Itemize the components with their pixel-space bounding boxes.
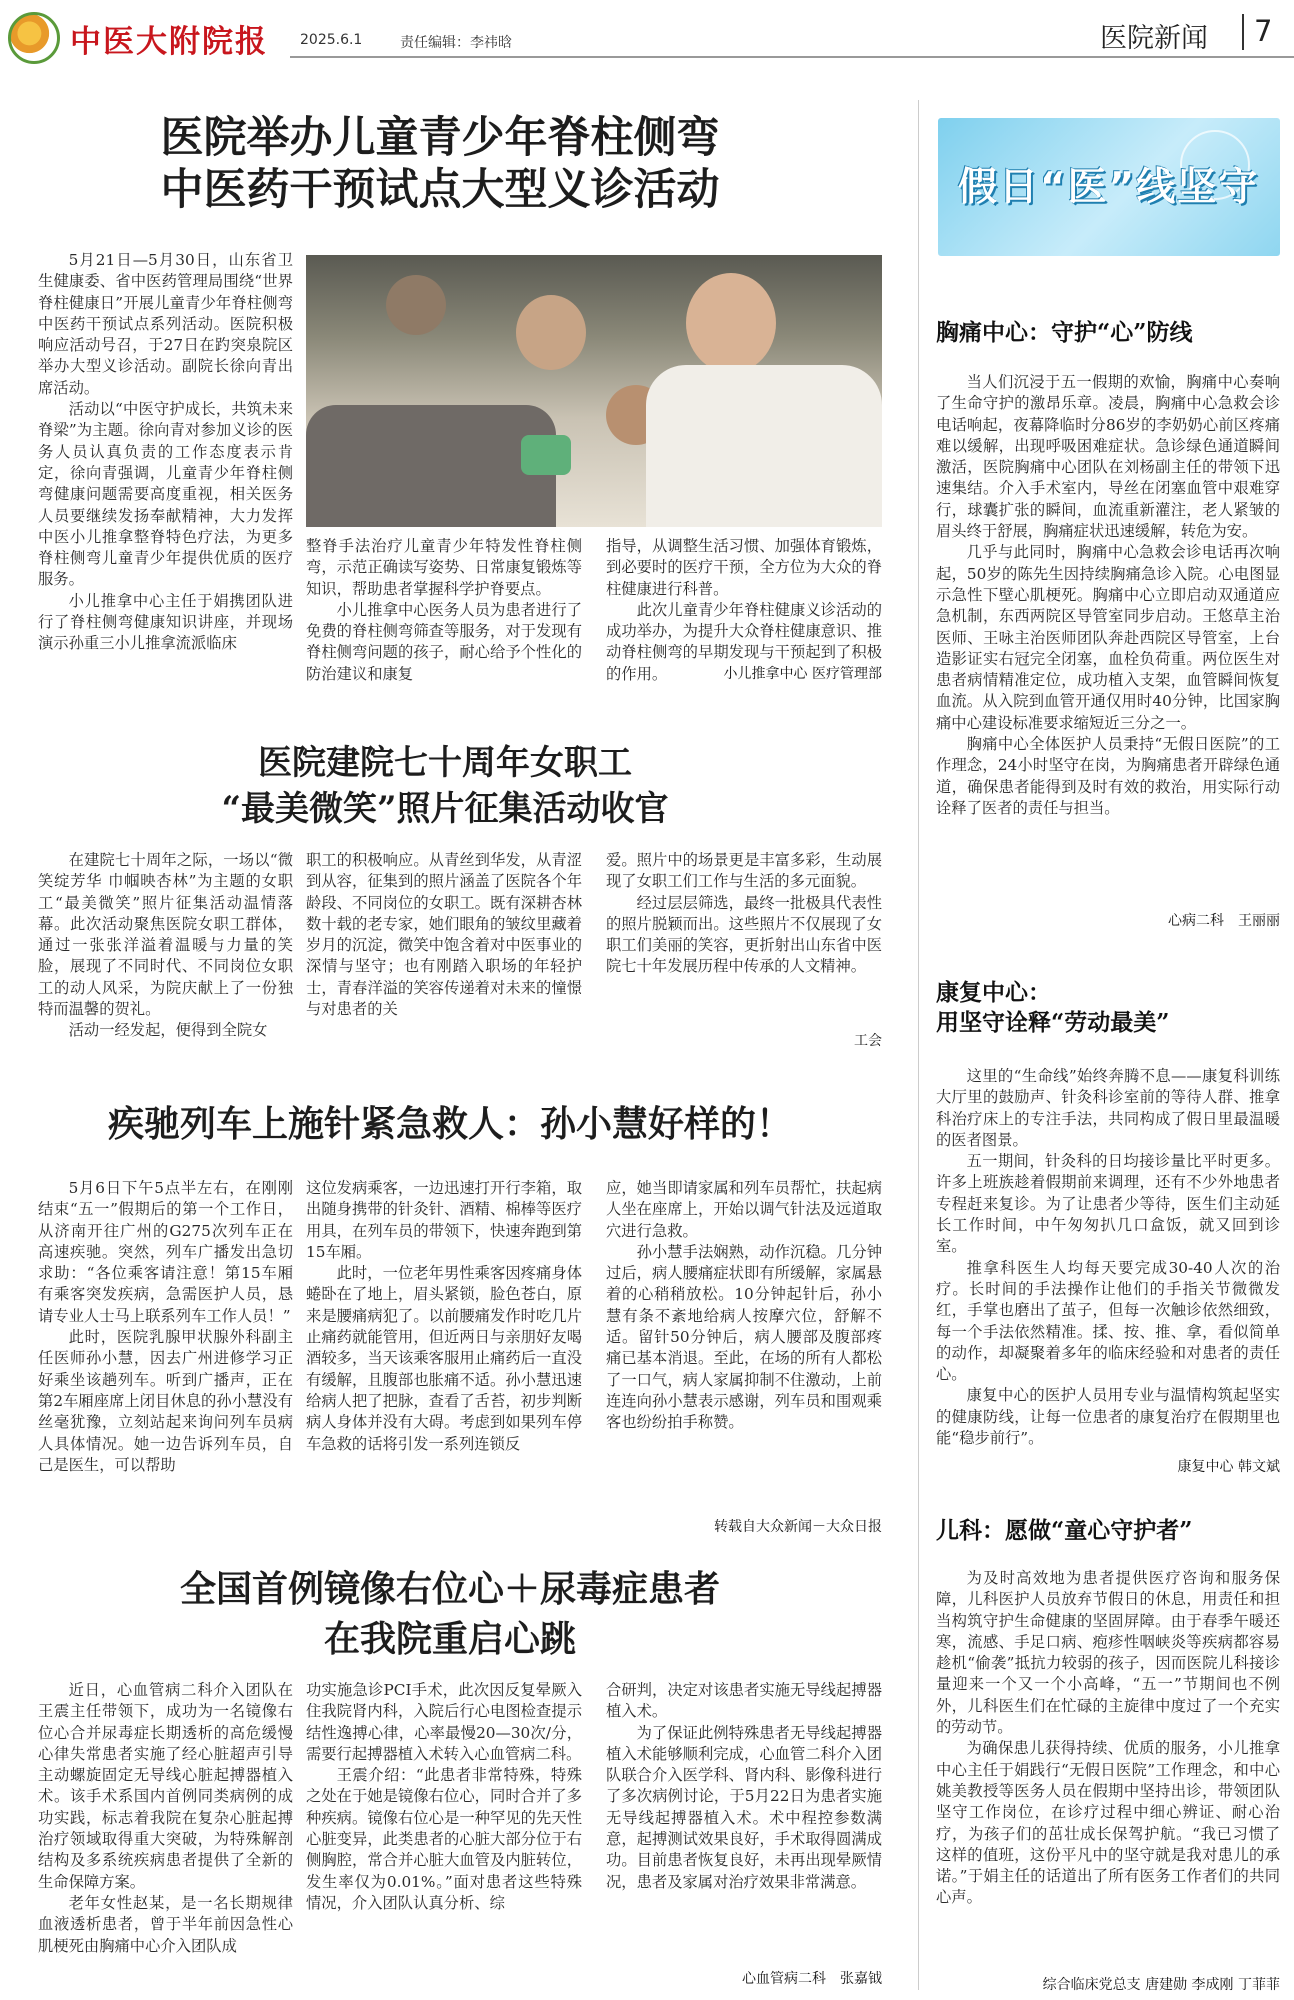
article-1-column-1 <box>38 250 293 682</box>
article-3-column-3 <box>606 1178 882 1512</box>
paragraph: 5月6日下午5点半左右，在刚刚结束“五一”假期后的第一个工作日，从济南开往广州的G275次列车正在高速疾驰。突然，列车广播发出急切求助：“各位乘客请注意！第15车厢有乘客突发疾病，急需医护人员，恳请专业人士马上联系列车工作人员！” <box>38 1179 293 1325</box>
article-4-title-line-1: 全国首例镜像右位心＋尿毒症患者 <box>179 1568 720 1610</box>
article-2-title-line-2: “最美微笑”照片征集活动收官 <box>221 789 669 829</box>
paragraph: 这位发病乘客，一边迅速打开行李箱，取出随身携带的针灸针、酒精、棉棒等医疗用具，在列车员的带领下，快速奔跑到第15车厢。 <box>306 1179 582 1261</box>
article-2-column-3 <box>606 850 882 1000</box>
article-4-byline: 心血管病二科 张嘉钺 <box>742 1971 882 1987</box>
article-1-title-line-1: 医院举办儿童青少年脊柱侧弯 <box>160 113 720 163</box>
article-1-title <box>100 112 780 216</box>
sidebar-2-title-line-1: 康复中心： <box>936 979 1051 1006</box>
sidebar-2-title <box>936 978 1169 1038</box>
sidebar-2-byline: 康复中心 韩文斌 <box>1177 1459 1280 1475</box>
column-divider <box>918 100 919 1990</box>
article-1-column-2 <box>306 536 582 686</box>
paragraph: 胸痛中心全体医护人员秉持“无假日医院”的工作理念，24小时坚守在岗，为胸痛患者开辟绿色通道，确保患者能得到及时有效的救治，用实际行动诠释了医者的责任与担当。 <box>936 735 1280 817</box>
paragraph: 此时，医院乳腺甲状腺外科副主任医师孙小慧，因去广州进修学习正好乘坐该趟列车。听到广播声，正在第2车厢座席上闭目休息的孙小慧没有丝毫犹豫，立刻站起来询问列车员病人具体情况。她一边告诉列车员，自己是医生，可以帮助 <box>38 1328 293 1474</box>
paragraph: 活动一经发起，便得到全院女 <box>68 1021 268 1040</box>
newspaper-logo-icon <box>8 12 60 64</box>
newspaper-name: 中医大附院报 <box>70 24 268 60</box>
paragraph: 指导，从调整生活习惯、加强体育锻炼，到必要时的医疗干预，全方位为大众的脊柱健康进行科普。 <box>606 537 882 598</box>
article-1-title-line-2: 中医药干预试点大型义诊活动 <box>160 165 720 215</box>
section-title: 医院新闻 <box>1100 23 1208 54</box>
paragraph: 推拿科医生人均每天要完成30-40人次的治疗。长时间的手法操作让他们的手指关节微微发红，手掌也磨出了茧子，但每一次触诊依然细致，每一个手法依然精准。揉、按、推、拿，看似简单的动作，却凝聚着多年的临床经验和对患者的责任心。 <box>936 1258 1280 1384</box>
paragraph: 当人们沉浸于五一假期的欢愉，胸痛中心奏响了生命守护的激昂乐章。凌晨，胸痛中心急救会诊电话响起，夜幕降临时分86岁的李奶奶心前区疼痛难以缓解，出现呼吸困难症状。急诊绿色通道瞬间激活，医院胸痛中心团队在刘杨副主任的带领下迅速集结。介入手术室内，导丝在闭塞血管中艰难穿行，球囊扩张的瞬间，血流重新灌注，老人紧皱的眉头终于舒展，胸痛症状迅速缓解，转危为安。 <box>936 373 1280 541</box>
article-4-title-line-2: 在我院重启心跳 <box>323 1618 576 1660</box>
paragraph: 为确保患儿获得持续、优质的服务，小儿推拿中心主任于娟践行“无假日医院”工作理念，和中心姚美教授等医务人员在假期中坚持出诊，带领团队坚守工作岗位，在诊疗过程中细心辨证、耐心治疗，为孩子们的茁壮成长保驾护航。“我已习惯了这样的值班，这份平凡中的坚守就是我对患儿的承诺。”于娟主任的话道出了所有医务工作者们的共同心声。 <box>936 1739 1280 1907</box>
paragraph: 职工的积极响应。从青丝到华发，从青涩到从容，征集到的照片涵盖了医院各个年龄段、不同岗位的女职工。既有深耕杏林数十载的老专家，她们眼角的皱纹里藏着岁月的沉淀，微笑中饱含着对中医事业的深情与坚守；也有刚踏入职场的年轻护士，青春洋溢的笑容传递着对未来的憧憬与对患者的关 <box>306 851 582 1019</box>
paragraph: 孙小慧手法娴熟，动作沉稳。几分钟过后，病人腰痛症状即有所缓解，家属悬着的心稍稍放松。10分钟起针后，孙小慧有条不紊地给病人按摩穴位，舒解不适。留针50分钟后，病人腰部及腹部疼痛已基本消退。至此，在场的所有人都松了一口气，病人家属抑制不住激动，上前连连向孙小慧表示感谢，列车员和围观乘客也纷纷拍手称赞。 <box>606 1242 882 1432</box>
article-2-title-line-1: 医院建院七十周年女职工 <box>258 743 632 783</box>
sidebar-2-title-line-2: 用坚守诠释“劳动最美” <box>936 1009 1170 1036</box>
page-separator <box>1242 14 1244 50</box>
sidebar-3-title: 儿科：愿做“童心守护者” <box>936 1517 1193 1544</box>
article-3-byline: 转载自大众新闻－大众日报 <box>714 1519 882 1535</box>
paragraph: 应，她当即请家属和列车员帮忙，扶起病人坐在座席上，开始以调气针法及远道取穴进行急救。 <box>606 1179 882 1240</box>
article-4-title <box>80 1564 820 1664</box>
issue-date: 2025.6.1 <box>300 32 363 48</box>
paragraph: 为了保证此例特殊患者无导线起搏器植入术能够顺利完成，心血管二科介入团队联合介入医学科、肾内科、影像科进行了多次病例讨论，于5月22日为患者实施无导线起搏器植入术。术中程控参数满意，起搏测试效果良好，手术取得圆满成功。目前患者恢复良好，未再出现晕厥情况，患者及家属对治疗效果非常满意。 <box>606 1723 882 1891</box>
article-2-column-2 <box>306 850 582 1026</box>
paragraph: 在建院七十周年之际，一场以“微笑绽芳华 巾帼映杏林”为主题的女职工“最美微笑”照片征集活动温情落幕。此次活动聚焦医院女职工群体，通过一张张洋溢着温暖与力量的笑脸，展现了不同时代、不同岗位女职工的动人风采，为院庆献上了一份独特而温馨的贺礼。 <box>38 851 293 1019</box>
paragraph: 几乎与此同时，胸痛中心急救会诊电话再次响起，50岁的陈先生因持续胸痛急诊入院。心电图显示急性下壁心肌梗死。胸痛中心立即启动双通道应急机制，东西两院区导管室同步启动。王悠草主治医师、王咏主治医师团队奔赴西院区导管室，上台造影证实右冠完全闭塞，血栓负荷重。两位医生对患者病情精准定位，成功植入支架，血管瞬间恢复血流。从入院到血管开通仅用时40分钟，比国家胸痛中心建设标准要求缩短近三分之一。 <box>936 543 1280 732</box>
holiday-banner-title: 假日“医”线坚守 <box>958 165 1260 210</box>
paragraph: 功实施急诊PCI手术，此次因反复晕厥入住我院肾内科，入院后行心电图检查提示结性逸搏心律，心率最慢20—30次/分，需要行起搏器植入术转入心血管病二科。 <box>306 1681 582 1763</box>
paragraph: 老年女性赵某，是一名长期规律血液透析患者，曾于半年前因急性心肌梗死由胸痛中心介入团队成 <box>38 1893 293 1955</box>
article-3-column-2 <box>306 1178 582 1534</box>
paragraph: 王震介绍：“此患者非常特殊，特殊之处在于她是镜像右位心，同时合并了多种疾病。镜像右位心是一种罕见的先天性心脏变异，此类患者的心脏大部分位于右侧胸腔，常合并心脏大血管及内脏转位，发生率仅为0.01%。”面对患者这些特殊情况，介入团队认真分析、综 <box>306 1766 582 1912</box>
article-2-title <box>120 740 770 832</box>
paragraph: 此时，一位老年男性乘客因疼痛身体蜷卧在了地上，眉头紧锁，脸色苍白，原来是腰痛病犯了。以前腰痛发作时吃几片止痛药就能管用，但近两日与亲朋好友喝酒较多，当天该乘客服用止痛药后一直没有缓解，且腹部也胀痛不适。孙小慧迅速给病人把了把脉，查看了舌苔，初步判断病人身体并没有大碍。考虑到如果列车停车急救的话将引发一系列连锁反 <box>306 1264 582 1453</box>
paragraph: 爱。照片中的场景更是丰富多彩，生动展现了女职工们工作与生活的多元面貌。 <box>606 851 882 891</box>
article-2-column-1 <box>38 850 293 1040</box>
article-4-column-3 <box>606 1680 882 1964</box>
paragraph: 此次儿童青少年脊柱健康义诊活动的成功举办，为提升大众脊柱健康意识、推动脊柱侧弯的早期发现与干预起到了积极的作用。 <box>606 600 882 683</box>
article-4-column-1 <box>38 1680 293 1992</box>
paragraph: 5月21日—5月30日，山东省卫生健康委、省中医药管理局围绕“世界脊柱健康日”开展儿童青少年脊柱侧弯中医药干预试点系列活动。医院积极响应活动号召，于27日在趵突泉院区举办大型义诊活动。副院长徐向青出席活动。 <box>38 251 293 397</box>
sidebar-1-byline: 心病二科 王丽丽 <box>1168 913 1280 929</box>
article-3-column-1 <box>38 1178 293 1534</box>
paragraph: 这里的“生命线”始终奔腾不息——康复科训练大厅里的鼓励声、针灸科诊室前的等待人群、推拿科治疗床上的专注手法，共同构成了假日里最温暖的医者图景。 <box>936 1067 1280 1149</box>
paragraph: 活动以“中医守护成长，共筑未来脊梁”为主题。徐向青对参加义诊的医务人员认真负责的工作态度表示肯定，徐向青强调，儿童青少年脊柱侧弯健康问题需要高度重视，相关医务人员要继续发扬奉献精神，大力发挥中医小儿推拿整脊特色疗法，为更多脊柱侧弯儿童青少年提供优质的医疗服务。 <box>38 400 293 589</box>
article-2-byline: 工会 <box>854 1033 882 1049</box>
paragraph: 经过层层筛选，最终一批极具代表性的照片脱颖而出。这些照片不仅展现了女职工们美丽的笑容，更折射出山东省中医院七十年发展历程中传承的人文精神。 <box>606 893 882 976</box>
article-3-title: 疾驰列车上施针紧急救人：孙小慧好样的！ <box>107 1103 792 1145</box>
responsible-editor: 责任编辑：李祎晗 <box>400 35 512 51</box>
paragraph: 小儿推拿中心医务人员为患者进行了免费的脊柱侧弯筛查等服务，对于发现有脊柱侧弯问题的孩子，耐心给予个性化的防治建议和康复 <box>306 600 582 683</box>
paragraph: 整脊手法治疗儿童青少年特发性脊柱侧弯，示范正确读写姿势、日常康复锻炼等知识，帮助患者掌握科学护脊要点。 <box>306 537 582 598</box>
article-1-photo <box>306 255 882 527</box>
article-4-column-2 <box>306 1680 582 1992</box>
paragraph: 五一期间，针灸科的日均接诊量比平时更多。许多上班族趁着假期前来调理，还有不少外地患者专程赶来复诊。为了让患者少等待，医生们主动延长工作时间，中午匆匆扒几口盒饭，就又回到诊室。 <box>936 1152 1280 1256</box>
masthead-rule <box>290 56 1294 58</box>
article-1-byline: 小儿推拿中心 医疗管理部 <box>723 666 882 682</box>
sidebar-1-title: 胸痛中心：守护“心”防线 <box>936 319 1193 346</box>
sidebar-1-body <box>936 372 1280 910</box>
page-number: 7 <box>1254 14 1273 48</box>
paragraph: 合研判，决定对该患者实施无导线起搏器植入术。 <box>606 1681 882 1721</box>
paragraph: 为及时高效地为患者提供医疗咨询和服务保障，儿科医护人员放弃节假日的休息，用责任和担当构筑守护生命健康的坚固屏障。由于春季午暖还寒，流感、手足口病、疱疹性咽峡炎等疾病都容易趁机“偷袭”抵抗力较弱的孩子，因而医院儿科接诊量迎来一个又一个小高峰，“五一”节期间也不例外，儿科医生们在忙碌的主旋律中度过了一个充实的劳动节。 <box>936 1569 1280 1737</box>
paragraph: 小儿推拿中心主任于娟携团队进行了脊柱侧弯健康知识讲座，并现场演示孙重三小儿推拿流派临床 <box>38 591 293 653</box>
sidebar-3-byline: 综合临床党总支 唐建勋 李成刚 丁菲菲 <box>1042 1977 1280 1993</box>
sidebar-2-body <box>936 1066 1280 1456</box>
sidebar-3-body <box>936 1568 1280 1972</box>
paragraph: 近日，心血管病二科介入团队在王震主任带领下，成功为一名镜像右位心合并尿毒症长期透析的高危缓慢心律失常患者实施了经心脏超声引导主动螺旋固定无导线心脏起搏器植入术。该手术系国内首例同类病例的成功实践，标志着我院在复杂心脏起搏治疗领域取得重大突破，为特殊解剖结构及多系统疾病患者提供了全新的生命保障方案。 <box>38 1681 293 1891</box>
paragraph: 康复中心的医护人员用专业与温情构筑起坚实的健康防线，让每一位患者的康复治疗在假期里也能“稳步前行”。 <box>936 1386 1280 1448</box>
